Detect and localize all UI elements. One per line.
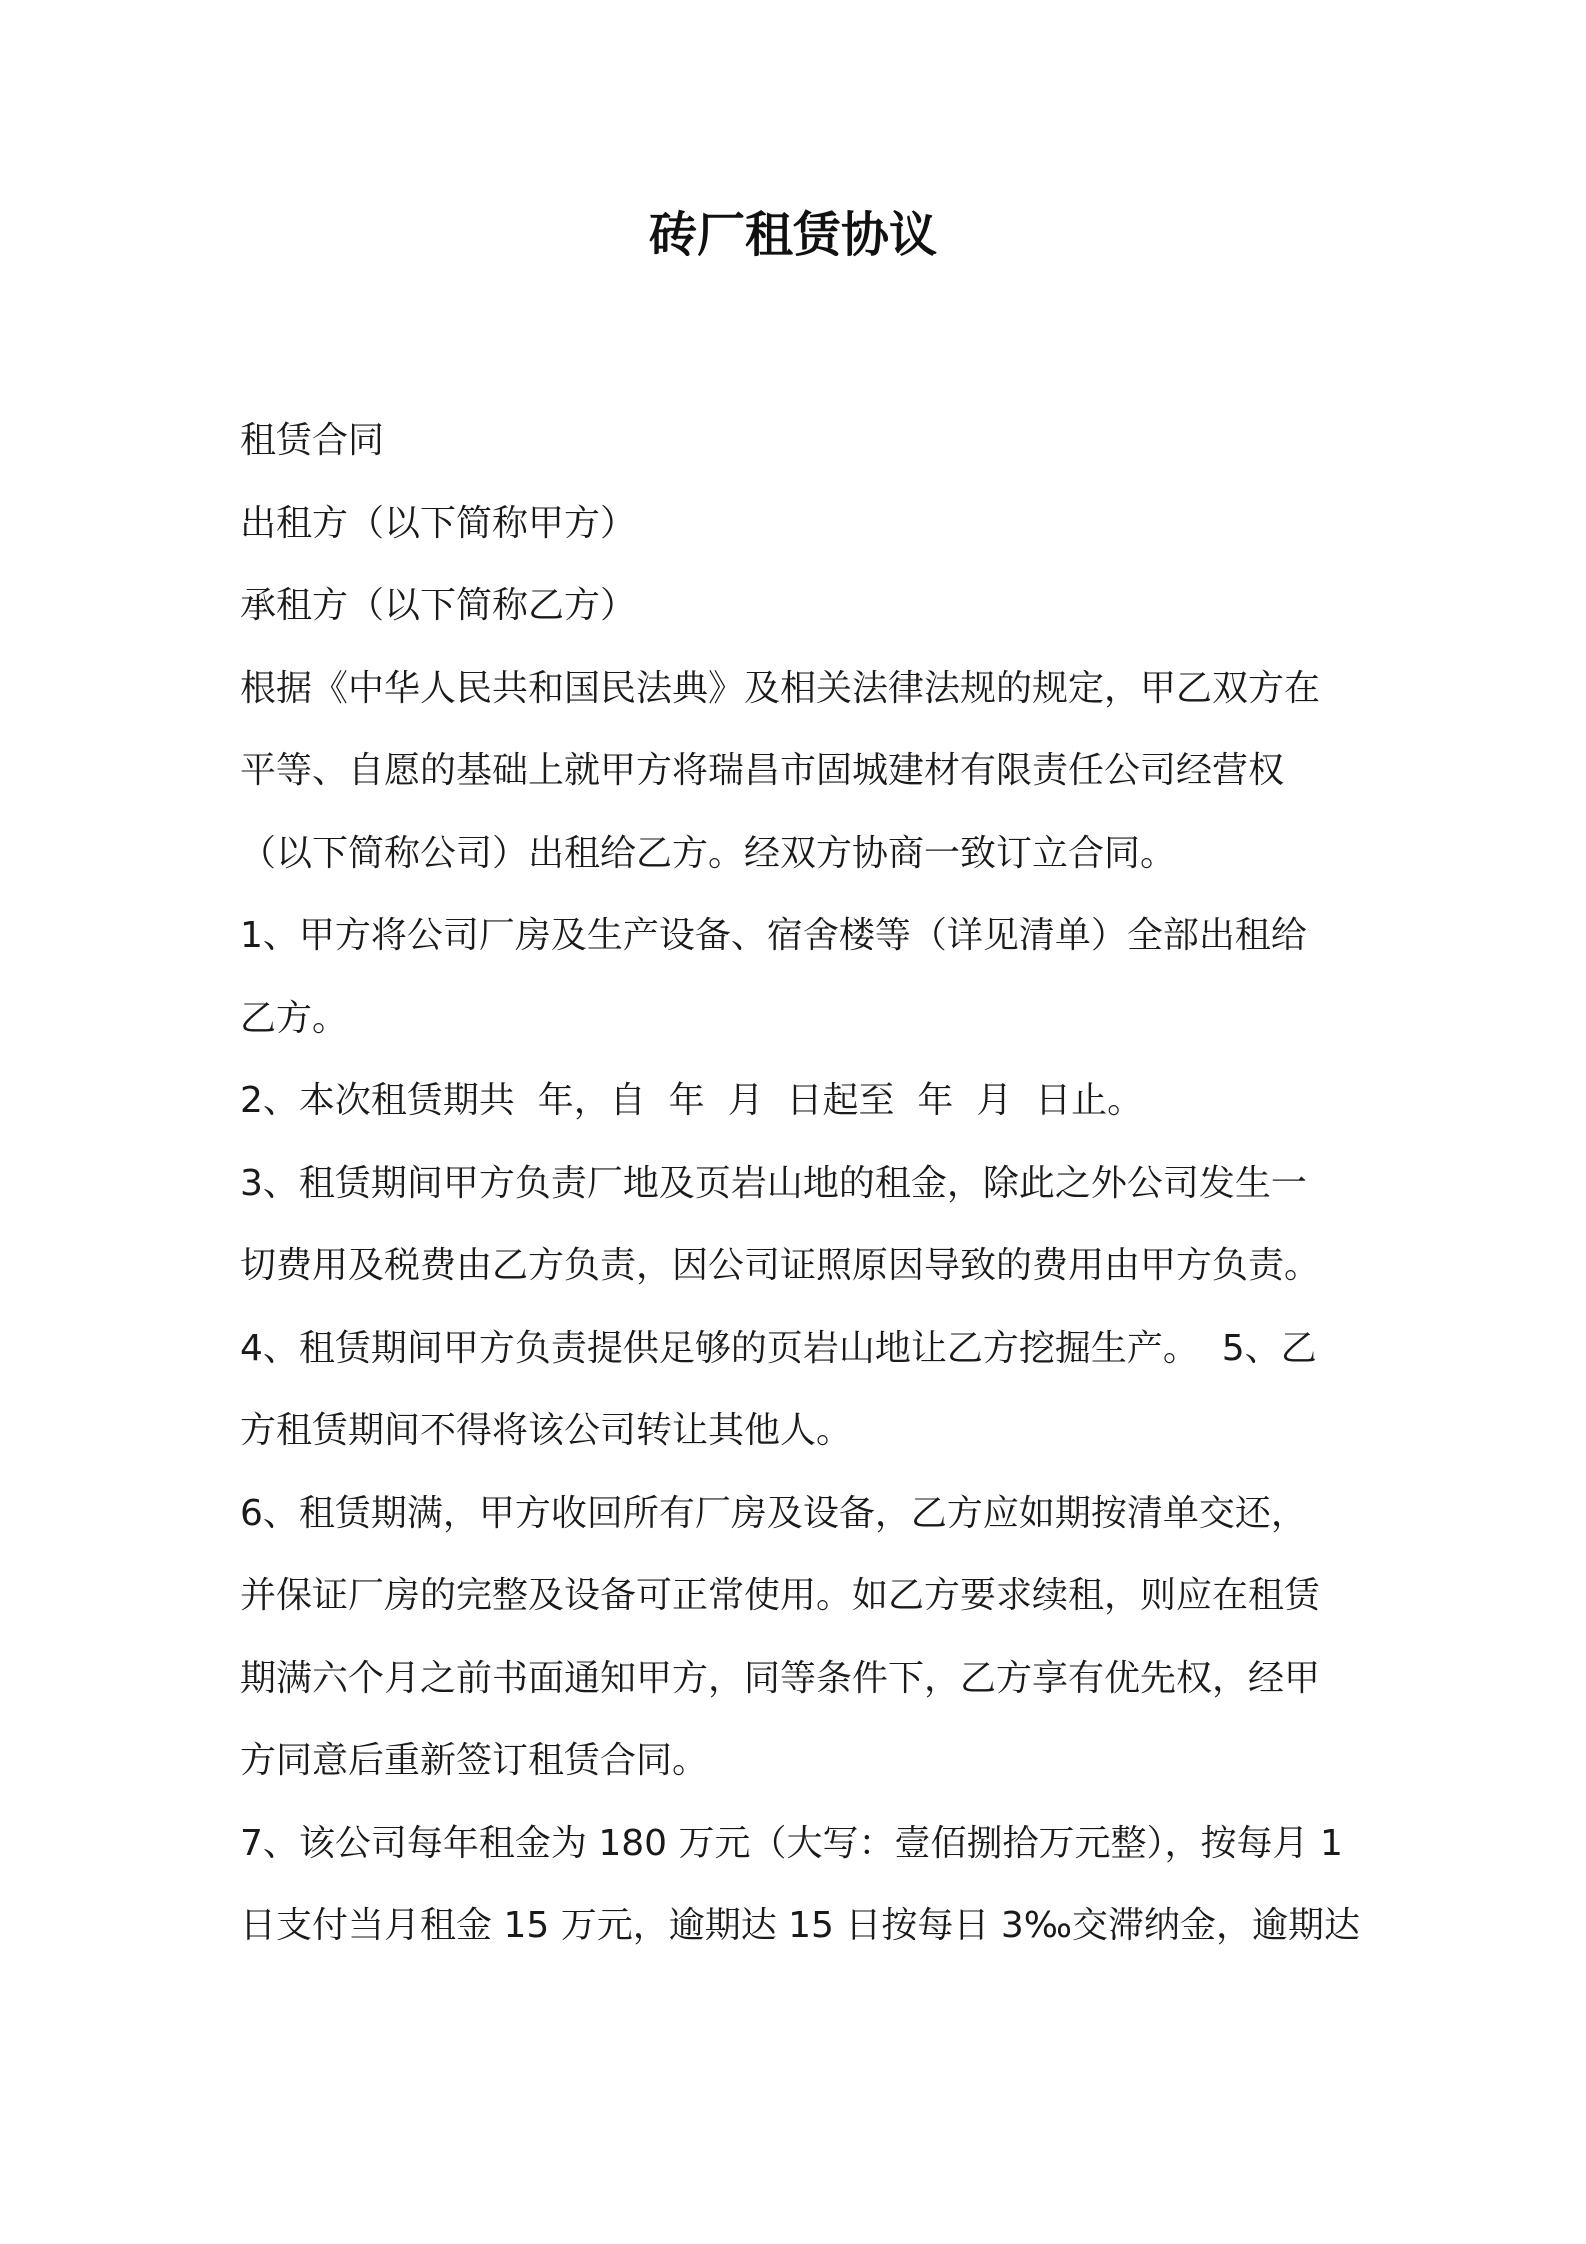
body-line: 3、租赁期间甲方负责厂地及页岩山地的租金，除此之外公司发生一 — [240, 1162, 1307, 1204]
body-line: 1、甲方将公司厂房及生产设备、宿舍楼等（详见清单）全部出租给 — [240, 915, 1307, 956]
body-line: 平等、自愿的基础上就甲方将瑞昌市固城建材有限责任公司经营权 — [240, 750, 1285, 791]
body-line: 根据《中华人民共和国民法典》及相关法律法规的规定，甲乙双方在 — [240, 667, 1321, 709]
body-line: 并保证厂房的完整及设备可正常使用。如乙方要求续租，则应在租赁 — [240, 1575, 1321, 1616]
body-line: 方同意后重新签订租赁合同。 — [240, 1740, 709, 1781]
body-line: 4、租赁期间甲方负责提供足够的页岩山地让乙方挖掘生产。 5、乙 — [240, 1327, 1317, 1369]
body-line: 乙方。 — [240, 997, 349, 1039]
body-line: 切费用及税费由乙方负责，因公司证照原因导致的费用由甲方负责。 — [240, 1245, 1321, 1286]
body-line: 期满六个月之前书面通知甲方，同等条件下，乙方享有优先权，经甲 — [240, 1657, 1321, 1699]
body-line: 6、租赁期满，甲方收回所有厂房及设备，乙方应如期按清单交还， — [240, 1492, 1307, 1534]
body-line: 日支付当月租金 15 万元，逾期达 15 日按每日 3‰交滞纳金，逾期达 — [240, 1905, 1360, 1946]
document-title: 砖厂租赁协议 — [648, 207, 937, 263]
body-line: 出租方（以下简称甲方） — [240, 502, 637, 544]
body-line: 承租方（以下简称乙方） — [240, 585, 637, 626]
body-line: 2、本次租赁期共 年，自 年 月 日起至 年 月 日止。 — [240, 1080, 1144, 1121]
body-line: 方租赁期间不得将该公司转让其他人。 — [240, 1410, 853, 1451]
body-line: （以下简称公司）出租给乙方。经双方协商一致订立合同。 — [240, 832, 1177, 874]
body-line: 7、该公司每年租金为 180 万元（大写：壹佰捌拾万元整），按每月 1 — [240, 1822, 1343, 1864]
body-line: 租赁合同 — [240, 420, 385, 461]
document-body — [240, 400, 1360, 1968]
